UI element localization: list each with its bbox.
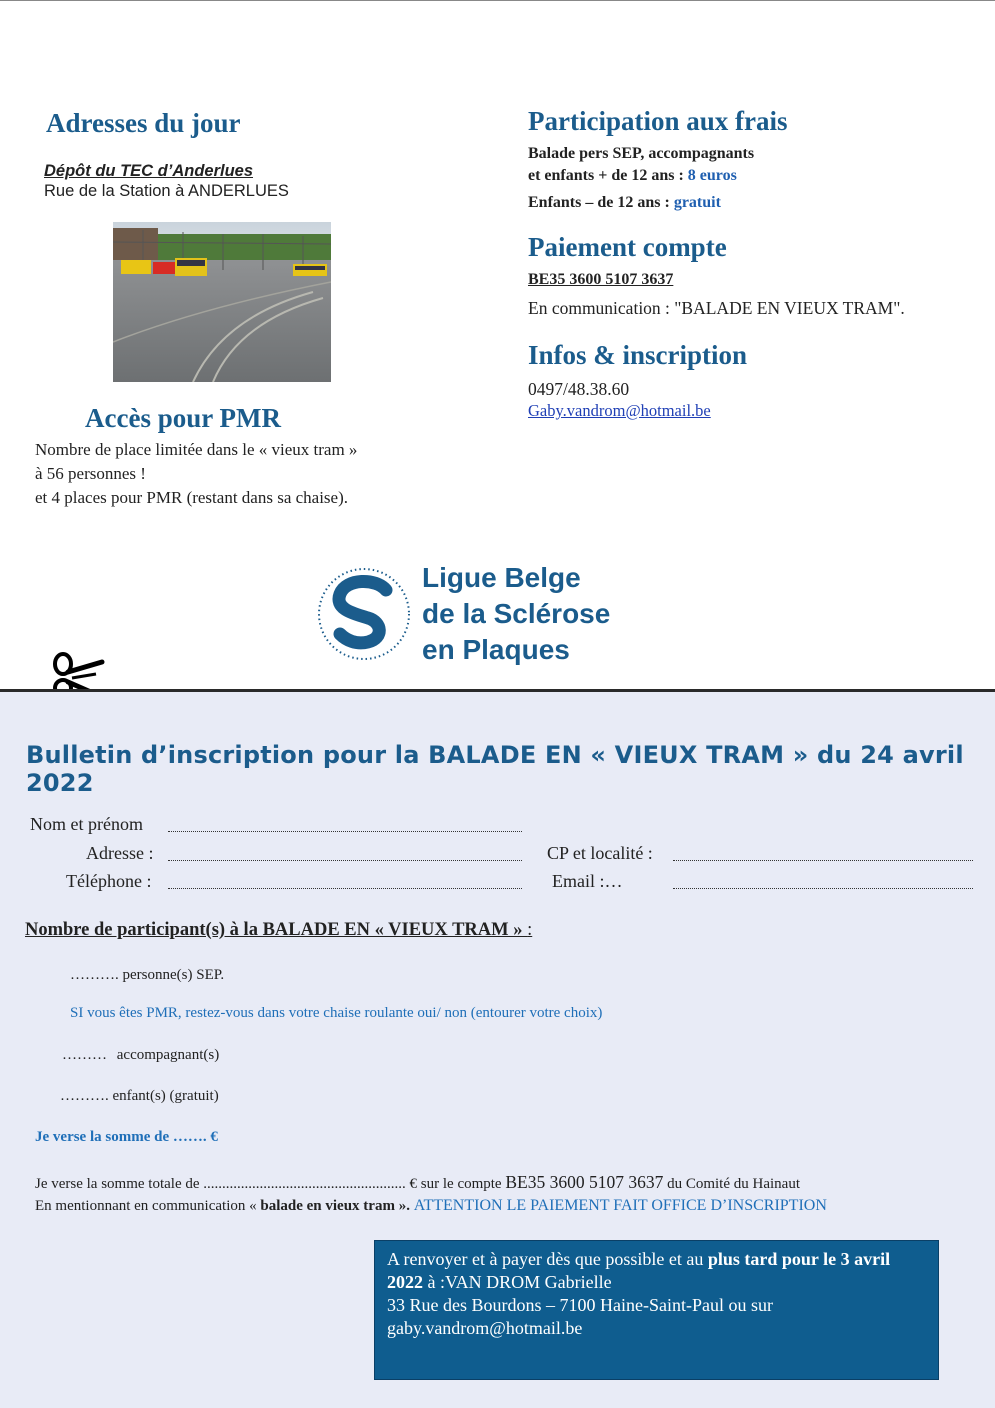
comm-prefix: En mentionnant en communication «: [35, 1198, 261, 1214]
adresses-title: Adresses du jour: [46, 108, 241, 138]
frais-line-1: Balade pers SEP, accompagnants: [528, 145, 755, 162]
cp-field[interactable]: [673, 860, 973, 861]
frais-price: 8 euros: [687, 167, 737, 184]
accompagnant-dots: ………: [62, 1047, 107, 1063]
pmr-line-2: à 56 personnes !: [35, 464, 146, 483]
return-line-1: [387, 1248, 926, 1294]
contact-email-link[interactable]: Gaby.vandrom@hotmail.be: [528, 401, 711, 420]
telephone-field[interactable]: [168, 888, 522, 889]
frais-line-3-label: Enfants – de 12 ans :: [528, 194, 674, 211]
depot-street: Rue de la Station à ANDERLUES: [44, 182, 289, 200]
return-part-1: A renvoyer et à payer dès que possible et au: [387, 1249, 708, 1269]
adresse-label: Adresse :: [86, 843, 154, 863]
email-label: Email :…: [552, 871, 623, 891]
infos-title: Infos & inscription: [528, 340, 748, 370]
total-end: du Comité du Hainaut: [663, 1176, 800, 1192]
attention-notice: ATTENTION LE PAIEMENT FAIT OFFICE D’INSCRIPTION: [413, 1197, 827, 1214]
contact-phone: 0497/48.38.60: [528, 379, 630, 399]
comm-bold: balade en vieux tram: [260, 1198, 395, 1214]
return-deadline: plus tard pour le 3 avril 2022: [387, 1249, 891, 1292]
participants-title: [25, 920, 532, 941]
cp-label: CP et localité :: [547, 843, 653, 863]
nom-field[interactable]: [168, 831, 522, 832]
adresse-field[interactable]: [168, 860, 522, 861]
pmr-line-1: Nombre de place limitée dans le « vieux tram »: [35, 440, 358, 459]
comm-close: ».: [394, 1198, 414, 1214]
return-address: 33 Rue des Bourdons – 7100 Haine-Saint-Paul ou sur: [387, 1295, 773, 1315]
frais-title: Participation aux frais: [528, 106, 788, 136]
depot-name: Dépôt du TEC d’Anderlues: [44, 162, 254, 180]
logo-line-3: en Plaques: [422, 634, 570, 665]
accompagnant-label: accompagnant(s): [116, 1047, 220, 1063]
logo-line-2: de la Sclérose: [422, 598, 611, 629]
total-prefix: Je verse la somme totale de: [35, 1176, 204, 1192]
total-amount-field[interactable]: ......................................................: [203, 1176, 406, 1192]
communication-line: [35, 1197, 827, 1215]
sep-count-line[interactable]: ………. personne(s) SEP.: [70, 967, 225, 983]
return-part-2: à :VAN DROM Gabrielle: [423, 1272, 612, 1292]
frais-line-3: [528, 194, 721, 212]
return-email: gaby.vandrom@hotmail.be: [387, 1318, 583, 1338]
participants-title-colon: :: [527, 920, 533, 940]
frais-line-2: [528, 167, 737, 185]
total-suffix: € sur le compte: [405, 1176, 506, 1192]
pmr-question[interactable]: SI vous êtes PMR, restez-vous dans votre chaise roulante oui/ non (entourer votre choix): [70, 1005, 603, 1021]
email-field[interactable]: [673, 888, 973, 889]
somme-line[interactable]: Je verse la somme de ……. €: [35, 1129, 218, 1145]
logo-line-1: Ligue Belge: [422, 562, 581, 593]
telephone-label: Téléphone :: [66, 871, 152, 891]
payment-communication: En communication : "BALADE EN VIEUX TRAM".: [528, 298, 905, 318]
enfant-line[interactable]: ………. enfant(s) (gratuit): [60, 1088, 219, 1104]
accompagnant-line[interactable]: [62, 1047, 219, 1064]
total-payment-line: [35, 1172, 800, 1193]
total-iban: BE35 3600 5107 3637: [505, 1172, 664, 1192]
return-instructions-box: [374, 1240, 939, 1380]
paiement-title: Paiement compte: [528, 232, 727, 262]
lbsp-s-logo-icon: [316, 566, 412, 662]
pmr-line-3: et 4 places pour PMR (restant dans sa chaise).: [35, 488, 348, 507]
participants-title-text: Nombre de participant(s) à la BALADE EN « VIEUX TRAM »: [25, 920, 528, 940]
frais-line-2-label: et enfants + de 12 ans :: [528, 167, 688, 184]
iban: BE35 3600 5107 3637: [528, 271, 674, 288]
pmr-title: Accès pour PMR: [85, 403, 281, 433]
frais-free: gratuit: [673, 194, 721, 211]
nom-label: Nom et prénom: [30, 814, 143, 834]
top-border: [0, 0, 995, 1]
form-title: Bulletin d’inscription pour la BALADE EN « VIEUX TRAM » du 24 avril 2022: [26, 741, 964, 797]
tram-depot-photo: [113, 222, 331, 382]
